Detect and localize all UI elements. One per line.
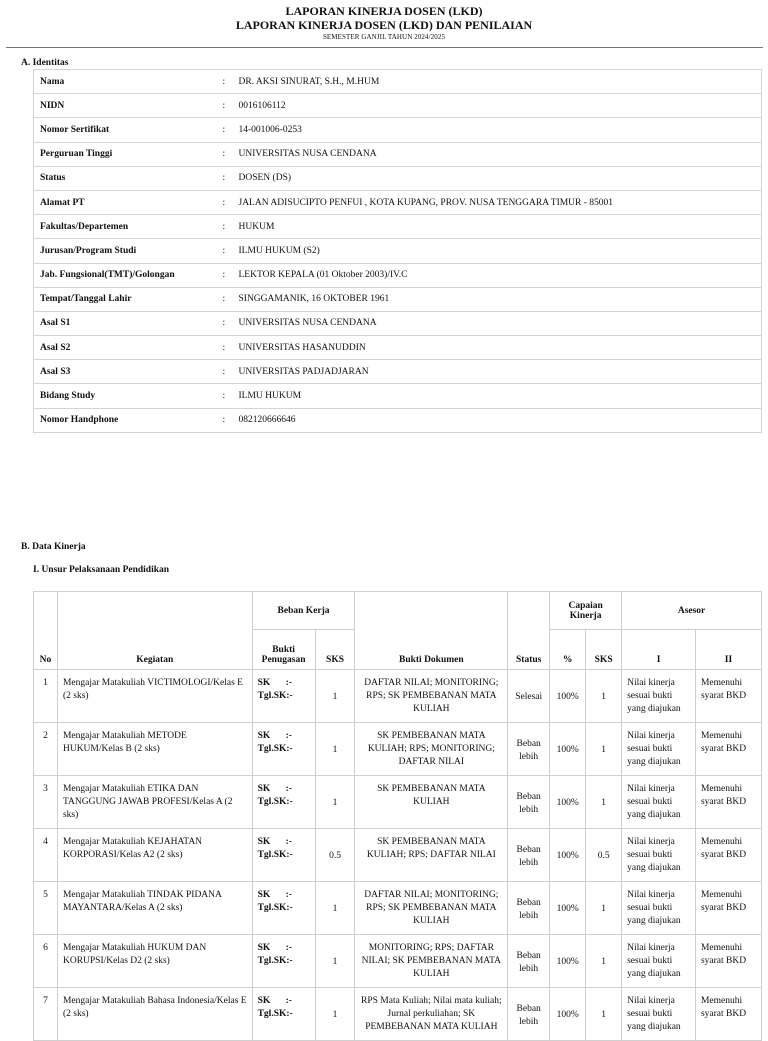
identitas-separator: : <box>221 263 233 287</box>
row-sks: 1 <box>315 882 355 935</box>
kinerja-row <box>34 988 762 1041</box>
row-persen: 100% <box>550 776 586 829</box>
kinerja-row <box>34 935 762 988</box>
identitas-row <box>34 215 762 239</box>
row-no: 7 <box>34 988 58 1041</box>
sk-label: SK <box>257 996 271 1006</box>
identitas-value: DR. AKSI SINURAT, S.H., M.HUM <box>233 70 762 94</box>
col-persen: % <box>550 630 586 670</box>
identitas-row <box>34 190 762 214</box>
col-asesor: Asesor <box>622 592 762 630</box>
row-no: 5 <box>34 882 58 935</box>
tgl-sk-label: Tgl.SK <box>257 903 287 913</box>
row-asesor-1: Nilai kinerja sesuai bukti yang diajukan <box>622 935 696 988</box>
tgl-sk-label: Tgl.SK <box>257 956 287 966</box>
tgl-sk-label: Tgl.SK <box>257 744 287 754</box>
sk-label: SK <box>257 784 271 794</box>
row-kegiatan: Mengajar Matakuliah KEJAHATAN KORPORASI/Kelas A2 (2 sks) <box>57 829 252 882</box>
identitas-separator: : <box>221 166 233 190</box>
identitas-table <box>33 69 762 433</box>
identitas-value: UNIVERSITAS HASANUDDIN <box>233 336 762 360</box>
identitas-separator: : <box>221 215 233 239</box>
sk-value: :- <box>285 996 292 1006</box>
row-bukti-penugasan <box>252 829 315 882</box>
identitas-separator: : <box>221 336 233 360</box>
tgl-sk-value: :- <box>286 903 293 913</box>
identitas-value: 0016106112 <box>233 94 762 118</box>
identitas-label: Nomor Sertifikat <box>34 118 221 142</box>
identitas-separator: : <box>221 94 233 118</box>
identitas-value: 14-001006-0253 <box>233 118 762 142</box>
row-kegiatan: Mengajar Matakuliah HUKUM DAN KORUPSI/Kelas D2 (2 sks) <box>57 935 252 988</box>
row-bukti-penugasan <box>252 935 315 988</box>
kinerja-row <box>34 670 762 723</box>
identitas-value: UNIVERSITAS NUSA CENDANA <box>233 142 762 166</box>
identitas-row <box>34 311 762 335</box>
row-asesor-1: Nilai kinerja sesuai bukti yang diajukan <box>622 723 696 776</box>
row-sks: 1 <box>315 988 355 1041</box>
identitas-row <box>34 408 762 432</box>
identitas-value: HUKUM <box>233 215 762 239</box>
tgl-sk-label: Tgl.SK <box>257 691 287 701</box>
row-kegiatan: Mengajar Matakuliah METODE HUKUM/Kelas B (2 sks) <box>57 723 252 776</box>
identitas-separator: : <box>221 311 233 335</box>
identitas-row <box>34 287 762 311</box>
col-kegiatan: Kegiatan <box>57 592 252 670</box>
identitas-row <box>34 239 762 263</box>
identitas-row <box>34 360 762 384</box>
identitas-label: Jab. Fungsional(TMT)/Golongan <box>34 263 221 287</box>
row-status: Beban lebih <box>508 988 550 1041</box>
tgl-sk-label: Tgl.SK <box>257 850 287 860</box>
col-bukti-penugasan: Bukti Penugasan <box>252 630 315 670</box>
sk-line <box>258 995 310 1008</box>
row-status: Selesai <box>508 670 550 723</box>
row-sks-capaian: 1 <box>586 882 622 935</box>
row-sks: 1 <box>315 776 355 829</box>
row-bukti-dokumen: SK PEMBEBANAN MATA KULIAH; RPS; DAFTAR NILAI <box>355 829 508 882</box>
tgl-sk-value: :- <box>286 797 293 807</box>
identitas-separator: : <box>221 287 233 311</box>
row-status: Beban lebih <box>508 882 550 935</box>
identitas-row <box>34 94 762 118</box>
row-bukti-dokumen: DAFTAR NILAI; MONITORING; RPS; SK PEMBEBANAN MATA KULIAH <box>355 670 508 723</box>
identitas-label: Perguruan Tinggi <box>34 142 221 166</box>
identitas-label: Nama <box>34 70 221 94</box>
identitas-row <box>34 384 762 408</box>
identitas-row <box>34 263 762 287</box>
identitas-separator: : <box>221 118 233 142</box>
row-asesor-1: Nilai kinerja sesuai bukti yang diajukan <box>622 670 696 723</box>
report-title: LAPORAN KINERJA DOSEN (LKD) <box>285 4 483 18</box>
row-asesor-2: Memenuhi syarat BKD <box>695 935 761 988</box>
row-sks: 1 <box>315 723 355 776</box>
row-no: 3 <box>34 776 58 829</box>
sk-label: SK <box>257 678 271 688</box>
row-asesor-1: Nilai kinerja sesuai bukti yang diajukan <box>622 988 696 1041</box>
row-asesor-1: Nilai kinerja sesuai bukti yang diajukan <box>622 776 696 829</box>
row-sks-capaian: 1 <box>586 723 622 776</box>
tgl-sk-value: :- <box>286 744 293 754</box>
sk-line <box>258 677 310 690</box>
row-kegiatan: Mengajar Matakuliah TINDAK PIDANA MAYANTARA/Kelas A (2 sks) <box>57 882 252 935</box>
row-no: 4 <box>34 829 58 882</box>
row-status: Beban lebih <box>508 935 550 988</box>
row-status: Beban lebih <box>508 829 550 882</box>
row-persen: 100% <box>550 670 586 723</box>
tgl-sk-value: :- <box>286 691 293 701</box>
identitas-value: DOSEN (DS) <box>233 166 762 190</box>
col-bukti-dokumen: Bukti Dokumen <box>355 592 508 670</box>
row-persen: 100% <box>550 935 586 988</box>
row-asesor-2: Memenuhi syarat BKD <box>695 776 761 829</box>
row-bukti-penugasan <box>252 776 315 829</box>
identitas-value: UNIVERSITAS PADJADJARAN <box>233 360 762 384</box>
row-asesor-2: Memenuhi syarat BKD <box>695 988 761 1041</box>
row-bukti-penugasan <box>252 988 315 1041</box>
identitas-row <box>34 142 762 166</box>
kinerja-row <box>34 882 762 935</box>
row-sks: 0.5 <box>315 829 355 882</box>
tgl-sk-label: Tgl.SK <box>257 797 287 807</box>
section-kinerja-heading: B. Data Kinerja <box>21 542 86 552</box>
row-no: 2 <box>34 723 58 776</box>
identitas-value: UNIVERSITAS NUSA CENDANA <box>233 311 762 335</box>
row-persen: 100% <box>550 988 586 1041</box>
tgl-sk-label: Tgl.SK <box>257 1009 287 1019</box>
header-divider <box>6 47 763 48</box>
tgl-sk-value: :- <box>286 956 293 966</box>
row-bukti-penugasan <box>252 882 315 935</box>
col-capaian: Capaian Kinerja <box>550 592 622 630</box>
col-asesor-2: II <box>695 630 761 670</box>
row-no: 6 <box>34 935 58 988</box>
tgl-sk-line <box>258 955 310 968</box>
tgl-sk-line <box>258 1008 310 1021</box>
row-no: 1 <box>34 670 58 723</box>
report-header <box>0 4 768 42</box>
identitas-label: Asal S3 <box>34 360 221 384</box>
row-bukti-dokumen: DAFTAR NILAI; MONITORING; RPS; SK PEMBEBANAN MATA KULIAH <box>355 882 508 935</box>
kinerja-row <box>34 829 762 882</box>
identitas-value: SINGGAMANIK, 16 OKTOBER 1961 <box>233 287 762 311</box>
tgl-sk-line <box>258 690 310 703</box>
tgl-sk-value: :- <box>286 850 293 860</box>
report-title-full: LAPORAN KINERJA DOSEN (LKD) DAN PENILAIAN <box>235 18 533 32</box>
row-persen: 100% <box>550 723 586 776</box>
row-sks: 1 <box>315 935 355 988</box>
identitas-label: Fakultas/Departemen <box>34 215 221 239</box>
sk-label: SK <box>257 943 271 953</box>
row-bukti-dokumen: MONITORING; RPS; DAFTAR NILAI; SK PEMBEBANAN MATA KULIAH <box>355 935 508 988</box>
identitas-label: Status <box>34 166 221 190</box>
sk-value: :- <box>285 731 292 741</box>
sk-label: SK <box>257 837 271 847</box>
row-persen: 100% <box>550 829 586 882</box>
sk-label: SK <box>257 731 271 741</box>
identitas-value: LEKTOR KEPALA (01 Oktober 2003)/IV.C <box>233 263 762 287</box>
tgl-sk-line <box>258 743 310 756</box>
row-status: Beban lebih <box>508 723 550 776</box>
identitas-separator: : <box>221 360 233 384</box>
identitas-row <box>34 336 762 360</box>
identitas-row <box>34 70 762 94</box>
sk-value: :- <box>285 943 292 953</box>
identitas-row <box>34 118 762 142</box>
identitas-label: Asal S2 <box>34 336 221 360</box>
identitas-label: NIDN <box>34 94 221 118</box>
row-sks-capaian: 1 <box>586 935 622 988</box>
sk-label: SK <box>257 890 271 900</box>
identitas-row <box>34 166 762 190</box>
row-asesor-2: Memenuhi syarat BKD <box>695 723 761 776</box>
col-sks-capaian: SKS <box>586 630 622 670</box>
identitas-separator: : <box>221 142 233 166</box>
sk-value: :- <box>285 837 292 847</box>
row-bukti-dokumen: SK PEMBEBANAN MATA KULIAH <box>355 776 508 829</box>
identitas-label: Asal S1 <box>34 311 221 335</box>
row-sks: 1 <box>315 670 355 723</box>
row-asesor-2: Memenuhi syarat BKD <box>695 882 761 935</box>
identitas-label: Alamat PT <box>34 190 221 214</box>
col-sks: SKS <box>315 630 355 670</box>
row-bukti-penugasan <box>252 670 315 723</box>
row-kegiatan: Mengajar Matakuliah Bahasa Indonesia/Kelas E (2 sks) <box>57 988 252 1041</box>
sk-line <box>258 783 310 796</box>
kinerja-row <box>34 776 762 829</box>
row-status: Beban lebih <box>508 776 550 829</box>
row-sks-capaian: 1 <box>586 670 622 723</box>
row-persen: 100% <box>550 882 586 935</box>
row-asesor-2: Memenuhi syarat BKD <box>695 829 761 882</box>
row-sks-capaian: 1 <box>586 776 622 829</box>
sk-line <box>258 942 310 955</box>
kinerja-row <box>34 723 762 776</box>
row-kegiatan: Mengajar Matakuliah ETIKA DAN TANGGUNG JAWAB PROFESI/Kelas A (2 sks) <box>57 776 252 829</box>
tgl-sk-line <box>258 902 310 915</box>
row-sks-capaian: 0.5 <box>586 829 622 882</box>
col-beban-kerja: Beban Kerja <box>252 592 355 630</box>
sk-line <box>258 730 310 743</box>
tgl-sk-line <box>258 796 310 809</box>
row-bukti-dokumen: RPS Mata Kuliah; Nilai mata kuliah; Jurnal perkuliahan; SK PEMBEBANAN MATA KULIAH <box>355 988 508 1041</box>
identitas-separator: : <box>221 70 233 94</box>
report-semester: SEMESTER GANJIL TAHUN 2024/2025 <box>322 33 446 41</box>
col-no: No <box>34 592 58 670</box>
identitas-value: ILMU HUKUM <box>233 384 762 408</box>
identitas-label: Tempat/Tanggal Lahir <box>34 287 221 311</box>
identitas-value: 082120666646 <box>233 408 762 432</box>
row-bukti-penugasan <box>252 723 315 776</box>
identitas-separator: : <box>221 384 233 408</box>
section-identitas-heading: A. Identitas <box>21 58 69 68</box>
sk-line <box>258 836 310 849</box>
col-asesor-1: I <box>622 630 696 670</box>
row-asesor-1: Nilai kinerja sesuai bukti yang diajukan <box>622 829 696 882</box>
identitas-value: ILMU HUKUM (S2) <box>233 239 762 263</box>
col-status: Status <box>508 592 550 670</box>
identitas-separator: : <box>221 239 233 263</box>
identitas-label: Bidang Study <box>34 384 221 408</box>
section-pendidikan-heading: I. Unsur Pelaksanaan Pendidikan <box>33 565 170 575</box>
row-bukti-dokumen: SK PEMBEBANAN MATA KULIAH; RPS; MONITORING; DAFTAR NILAI <box>355 723 508 776</box>
identitas-value: JALAN ADISUCIPTO PENFUI , KOTA KUPANG, PROV. NUSA TENGGARA TIMUR - 85001 <box>233 190 762 214</box>
kinerja-table <box>33 591 762 1041</box>
identitas-separator: : <box>221 190 233 214</box>
sk-value: :- <box>285 784 292 794</box>
row-kegiatan: Mengajar Matakuliah VICTIMOLOGI/Kelas E (2 sks) <box>57 670 252 723</box>
sk-line <box>258 889 310 902</box>
row-asesor-1: Nilai kinerja sesuai bukti yang diajukan <box>622 882 696 935</box>
identitas-label: Jurusan/Program Studi <box>34 239 221 263</box>
identitas-separator: : <box>221 408 233 432</box>
row-sks-capaian: 1 <box>586 988 622 1041</box>
sk-value: :- <box>285 890 292 900</box>
identitas-label: Nomor Handphone <box>34 408 221 432</box>
tgl-sk-line <box>258 849 310 862</box>
tgl-sk-value: :- <box>286 1009 293 1019</box>
row-asesor-2: Memenuhi syarat BKD <box>695 670 761 723</box>
sk-value: :- <box>285 678 292 688</box>
